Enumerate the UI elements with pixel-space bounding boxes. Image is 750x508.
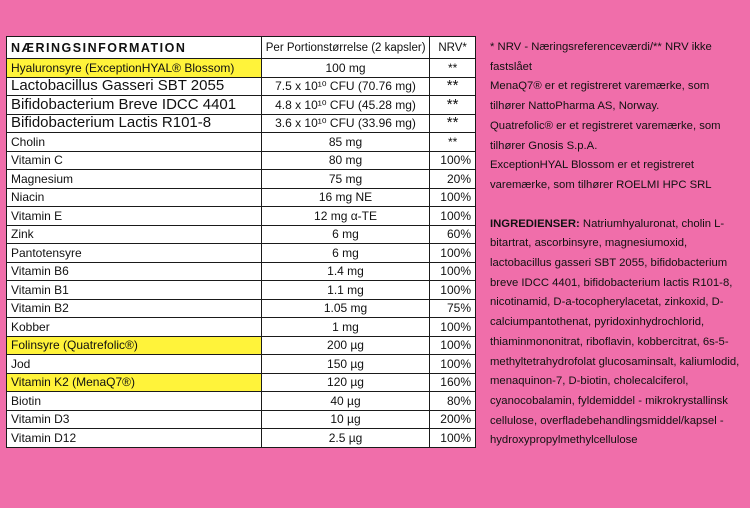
header-nrv: NRV* [430,37,476,59]
nutrient-nrv: 100% [430,429,476,448]
table-row [7,188,476,207]
table-row [7,410,476,429]
nutrient-amount: 10 µg [261,410,429,429]
notes-panel [490,38,746,451]
table-row [7,114,476,133]
table-row [7,355,476,374]
header-nutrition-information: NÆRINGSINFORMATION [7,37,262,59]
nutrient-nrv: 100% [430,281,476,300]
nutrient-nrv: 200% [430,410,476,429]
ingredients-list [490,215,746,451]
nutrient-name: Pantotensyre [7,244,262,263]
nutrient-amount: 85 mg [261,133,429,152]
nutrient-name: Cholin [7,133,262,152]
nutrient-nrv: 60% [430,225,476,244]
quatrefolic-trademark-note: Quatrefolic® er et registreret varemærke, som tilhører Gnosis S.p.A. [490,119,721,152]
table-row [7,373,476,392]
nutrient-amount: 120 µg [261,373,429,392]
spacer [490,196,746,215]
nutrient-nrv: ** [430,59,476,78]
nutrient-nrv: 75% [430,299,476,318]
nutrient-nrv: ** [430,114,476,133]
nutrient-nrv: 100% [430,207,476,226]
nutrient-name: Vitamin K2 (MenaQ7®) [7,373,262,392]
table-row [7,281,476,300]
nutrient-name: Vitamin D12 [7,429,262,448]
nutrient-name: Jod [7,355,262,374]
nutrient-name: Vitamin E [7,207,262,226]
nutrient-amount: 12 mg α-TE [261,207,429,226]
nutrient-amount: 2.5 µg [261,429,429,448]
nutrient-name: Bifidobacterium Lactis R101-8 [7,114,262,133]
table-row [7,96,476,115]
nutrient-name: Vitamin B6 [7,262,262,281]
nutrient-nrv: 160% [430,373,476,392]
nutrient-name: Vitamin C [7,151,262,170]
nutrient-amount: 75 mg [261,170,429,189]
table-row [7,336,476,355]
nutrient-amount: 6 mg [261,225,429,244]
table-row [7,244,476,263]
table-row [7,59,476,78]
nutrient-amount: 3.6 x 10¹⁰ CFU (33.96 mg) [261,114,429,133]
nutrient-nrv: 100% [430,355,476,374]
nutrient-amount: 1 mg [261,318,429,337]
nutrition-table [6,36,476,448]
nutrient-name: Folinsyre (Quatrefolic®) [7,336,262,355]
header-per-serving: Per Portionstørrelse (2 kapsler) [261,37,429,59]
nutrient-name: Magnesium [7,170,262,189]
ingredients-label: INGREDIENSER: [490,217,580,230]
nutrient-nrv: ** [430,96,476,115]
nutrient-name: Lactobacillus Gasseri SBT 2055 [7,77,262,96]
table-row [7,318,476,337]
table-row [7,133,476,152]
nutrient-amount: 80 mg [261,151,429,170]
nutrient-name: Kobber [7,318,262,337]
nutrient-name: Zink [7,225,262,244]
table-row [7,299,476,318]
nutrient-name: Vitamin D3 [7,410,262,429]
nutrient-name: Biotin [7,392,262,411]
nutrient-name: Hyaluronsyre (ExceptionHYAL® Blossom) [7,59,262,78]
table-row [7,207,476,226]
nutrient-amount: 7.5 x 10¹⁰ CFU (70.76 mg) [261,77,429,96]
ingredients-text: Natriumhyaluronat, cholin L-bitartrat, ascorbinsyre, magnesiumoxid, lactobacillus gasseri SBT 2055, bifidobacterium breve IDCC 4401, bifidobacterium lactis R101-8, nicotinamid, D-a-tocopherylacetat, zinkoxid, D-calciumpantothenat, pyridoxinhydrochlorid, thiaminmononitrat, riboflavin, kobbercitrat, 6s-5-methyltetrahydrofolat glucosaminsalt, kaliumlodid, menaquinon-7, D-biotin, cholecalciferol, cyanocobalamin, fyldemiddel - mikrokrystallinsk cellulose, overfladebehandlingsmiddel/kapsel -hydroxypropylmethylcellulose [490,217,740,447]
nutrient-amount: 6 mg [261,244,429,263]
nutrient-nrv: 100% [430,244,476,263]
table-row [7,151,476,170]
nrv-footnote: * NRV - Næringsreferenceværdi/** NRV ikke fastslået [490,41,712,73]
nutrient-amount: 1.05 mg [261,299,429,318]
nutrient-name: Vitamin B1 [7,281,262,300]
nutrient-amount: 100 mg [261,59,429,78]
nutrient-amount: 16 mg NE [261,188,429,207]
nutrient-amount: 1.1 mg [261,281,429,300]
nutrient-name: Vitamin B2 [7,299,262,318]
nutrition-table-body [7,59,476,448]
table-row [7,225,476,244]
exceptionhyal-trademark-note: ExceptionHYAL Blossom er et registreret varemærke, som tilhører ROELMI HPC SRL [490,159,712,191]
nutrient-nrv: 100% [430,262,476,281]
nutrient-nrv: 80% [430,392,476,411]
table-header-row [7,37,476,59]
nutrient-nrv: 20% [430,170,476,189]
nutrient-nrv: 100% [430,336,476,355]
nutrient-nrv: ** [430,77,476,96]
table-row [7,77,476,96]
nutrient-nrv: ** [430,133,476,152]
table-row [7,170,476,189]
table-row [7,392,476,411]
nutrient-nrv: 100% [430,188,476,207]
nutrient-amount: 150 µg [261,355,429,374]
nutrient-name: Bifidobacterium Breve IDCC 4401 [7,96,262,115]
menaq7-trademark-note: MenaQ7® er et registreret varemærke, som tilhører NattoPharma AS, Norway. [490,80,710,113]
nutrient-amount: 1.4 mg [261,262,429,281]
nutrient-nrv: 100% [430,151,476,170]
nutrient-amount: 40 µg [261,392,429,411]
nutrient-amount: 4.8 x 10¹⁰ CFU (45.28 mg) [261,96,429,115]
nutrient-nrv: 100% [430,318,476,337]
table-row [7,262,476,281]
table-row [7,429,476,448]
nutrient-name: Niacin [7,188,262,207]
nutrient-amount: 200 µg [261,336,429,355]
